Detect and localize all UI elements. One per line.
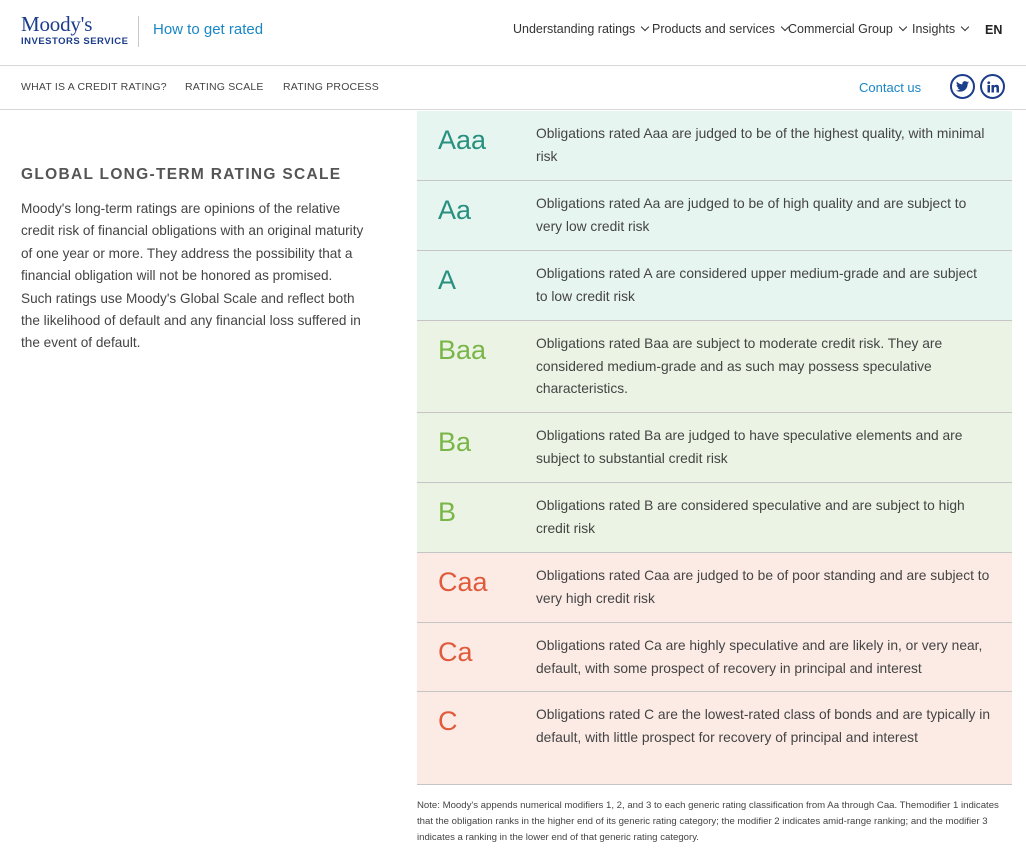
nav-commercial-group[interactable] xyxy=(788,22,906,36)
rating-description: Obligations rated B are considered speculative and are subject to high credit risk xyxy=(536,498,965,536)
rating-row-aaa xyxy=(417,111,1012,181)
rating-row-aa xyxy=(417,181,1012,251)
rating-scale-intro xyxy=(21,166,366,355)
rating-code: B xyxy=(438,497,457,527)
rating-description: Obligations rated Aa are judged to be of high quality and are subject to very low credit risk xyxy=(536,196,967,234)
rating-row-ca xyxy=(417,623,1012,692)
rating-code: Caa xyxy=(438,567,488,597)
rating-row-caa xyxy=(417,553,1012,623)
rating-description: Obligations rated Ba are judged to have speculative elements and are subject to substantial credit risk xyxy=(536,428,963,466)
section-heading: GLOBAL LONG-TERM RATING SCALE xyxy=(21,166,342,183)
nav-insights[interactable] xyxy=(912,22,968,36)
modifier-note: Note: Moody's appends numerical modifiers 1, 2, and 3 to each generic rating classification from Aa through Caa. Themodifier 1 indicates that the obligation ranks in the higher end of its generic rating category; the modifier 2 indicates amid-range ranking; and the modifier 3 indicates a ranking in the lower end of that generic rating category. xyxy=(417,800,999,843)
rating-description: Obligations rated Baa are subject to moderate credit risk. They are considered medium-grade and as such may possess speculative characteristics. xyxy=(536,336,943,397)
top-header xyxy=(0,0,1026,66)
sub-nav xyxy=(0,66,1026,110)
rating-code: Baa xyxy=(438,335,487,365)
rating-code: Aa xyxy=(438,195,472,225)
rating-description: Obligations rated C are the lowest-rated class of bonds and are typically in default, with little prospect for recovery of principal and interest xyxy=(536,707,991,745)
logo-subtitle: INVESTORS SERVICE xyxy=(21,36,129,47)
main-nav xyxy=(0,22,1026,42)
rating-row-a xyxy=(417,251,1012,321)
subnav-rating-scale[interactable]: RATING SCALE xyxy=(185,81,264,93)
rating-code: Ba xyxy=(438,427,472,457)
rating-code: Aaa xyxy=(438,125,487,155)
chevron-down-icon xyxy=(641,23,649,31)
nav-label: Understanding ratings xyxy=(513,22,636,36)
subnav-rating-process[interactable]: RATING PROCESS xyxy=(283,81,379,93)
rating-description: Obligations rated Caa are judged to be of poor standing and are subject to very high credit risk xyxy=(536,568,990,606)
language-selector[interactable]: EN xyxy=(985,23,1003,37)
nav-products-and-services[interactable] xyxy=(652,22,788,36)
rating-description: Obligations rated Aaa are judged to be of the highest quality, with minimal risk xyxy=(536,126,985,164)
rating-row-b xyxy=(417,483,1012,553)
linkedin-icon[interactable] xyxy=(980,74,1005,99)
logo-wordmark: Moody's xyxy=(21,12,93,36)
chevron-down-icon xyxy=(899,23,907,31)
rating-code: Ca xyxy=(438,637,473,667)
rating-code: C xyxy=(438,706,458,736)
chevron-down-icon xyxy=(961,23,969,31)
site-title-link[interactable]: How to get rated xyxy=(153,21,264,38)
nav-label: Insights xyxy=(912,22,956,36)
twitter-icon[interactable] xyxy=(950,74,975,99)
subnav-what-is-a-credit-rating[interactable]: WHAT IS A CREDIT RATING? xyxy=(21,81,167,93)
rating-description: Obligations rated Ca are highly speculative and are likely in, or very near, default, with some prospect of recovery in principal and interest xyxy=(536,638,983,676)
rating-row-ba xyxy=(417,413,1012,483)
nav-label: Commercial Group xyxy=(788,22,893,36)
intro-paragraph: Moody's long-term ratings are opinions of the relative credit risk of financial obligations with an original maturity of one year or more. They address the possibility that a financial obligation will not be honored as promised. Such ratings use Moody's Global Scale and reflect both the likelihood of default and any financial loss suffered in the event of default. xyxy=(21,201,364,351)
nav-label: Products and services xyxy=(652,22,775,36)
ratings-table xyxy=(417,111,1012,785)
rating-code: A xyxy=(438,265,457,295)
rating-row-c xyxy=(417,692,1012,785)
rating-description: Obligations rated A are considered upper medium-grade and are subject to low credit risk xyxy=(536,266,978,304)
nav-understanding-ratings[interactable] xyxy=(513,22,648,36)
contact-us-link[interactable]: Contact us xyxy=(859,80,922,95)
rating-row-baa xyxy=(417,321,1012,413)
